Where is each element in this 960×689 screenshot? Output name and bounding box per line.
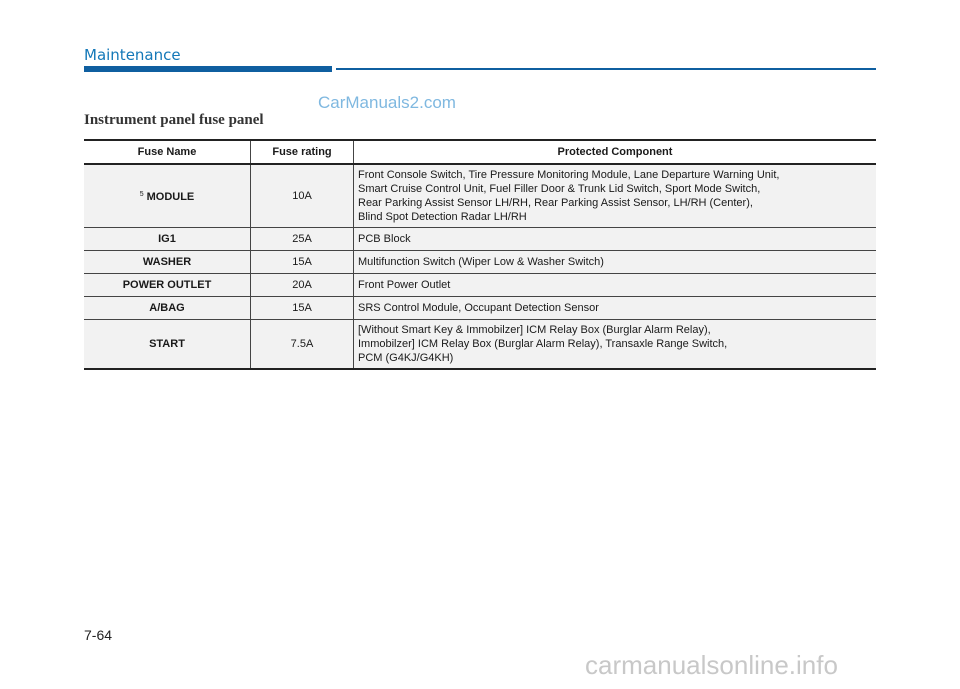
table-header-row	[84, 140, 876, 164]
table-row	[84, 164, 876, 228]
fuse-name-prefix: 5	[139, 191, 144, 198]
fuse-rating-cell: 10A	[251, 164, 354, 228]
page-heading: Instrument panel fuse panel	[84, 112, 264, 128]
fuse-rating-cell: 15A	[251, 297, 354, 320]
table-row	[84, 320, 876, 370]
fuse-name: MODULE	[146, 191, 195, 203]
fuse-name-cell	[84, 274, 251, 297]
fuse-name: A/BAG	[149, 302, 185, 314]
fuse-name-cell	[84, 251, 251, 274]
protected-component-line: Front Console Switch, Tire Pressure Monitoring Module, Lane Departure Warning Unit,	[358, 169, 780, 181]
protected-component-line: Blind Spot Detection Radar LH/RH	[358, 211, 527, 223]
fuse-rating-cell: 15A	[251, 251, 354, 274]
header-rule-thin	[336, 68, 876, 70]
protected-component-line: SRS Control Module, Occupant Detection Sensor	[358, 302, 599, 314]
fuse-table	[84, 139, 876, 370]
fuse-rating-cell: 7.5A	[251, 320, 354, 370]
table-row	[84, 228, 876, 251]
fuse-rating-cell: 25A	[251, 228, 354, 251]
protected-component-cell	[354, 297, 877, 320]
protected-component-cell	[354, 164, 877, 228]
protected-component-cell	[354, 274, 877, 297]
protected-component-cell	[354, 320, 877, 370]
watermark-bottom: carmanualsonline.info	[585, 650, 838, 680]
fuse-name: POWER OUTLET	[122, 279, 212, 291]
fuse-name-cell	[84, 320, 251, 370]
protected-component-line: Front Power Outlet	[358, 279, 451, 291]
fuse-name-cell	[84, 297, 251, 320]
column-header-fuse-rating: Fuse rating	[251, 140, 354, 164]
protected-component-line: Smart Cruise Control Unit, Fuel Filler Door & Trunk Lid Switch, Sport Mode Switch,	[358, 183, 761, 195]
protected-component-cell	[354, 251, 877, 274]
section-title: Maintenance	[84, 46, 181, 64]
fuse-rating-cell: 20A	[251, 274, 354, 297]
protected-component-line: PCM (G4KJ/G4KH)	[358, 352, 454, 364]
fuse-name: IG1	[158, 233, 176, 245]
protected-component-cell	[354, 228, 877, 251]
table-row	[84, 251, 876, 274]
table-row	[84, 297, 876, 320]
table-row	[84, 274, 876, 297]
protected-component-line: [Without Smart Key & Immobilzer] ICM Relay Box (Burglar Alarm Relay),	[358, 324, 711, 336]
column-header-protected-component: Protected Component	[354, 140, 877, 164]
protected-component-line: Multifunction Switch (Wiper Low & Washer Switch)	[358, 256, 604, 268]
table-body	[84, 164, 876, 369]
fuse-name: START	[149, 338, 185, 350]
fuse-name: WASHER	[142, 256, 192, 268]
fuse-name-cell	[84, 164, 251, 228]
fuse-name-cell	[84, 228, 251, 251]
column-header-fuse-name: Fuse Name	[84, 140, 251, 164]
page-number: 7-64	[84, 627, 113, 643]
header-rule-thick	[84, 66, 332, 72]
watermark-top: CarManuals2.com	[318, 93, 456, 112]
protected-component-line: PCB Block	[358, 233, 411, 245]
protected-component-line: Immobilzer] ICM Relay Box (Burglar Alarm Relay), Transaxle Range Switch,	[358, 338, 728, 350]
protected-component-line: Rear Parking Assist Sensor LH/RH, Rear Parking Assist Sensor, LH/RH (Center),	[358, 197, 753, 209]
